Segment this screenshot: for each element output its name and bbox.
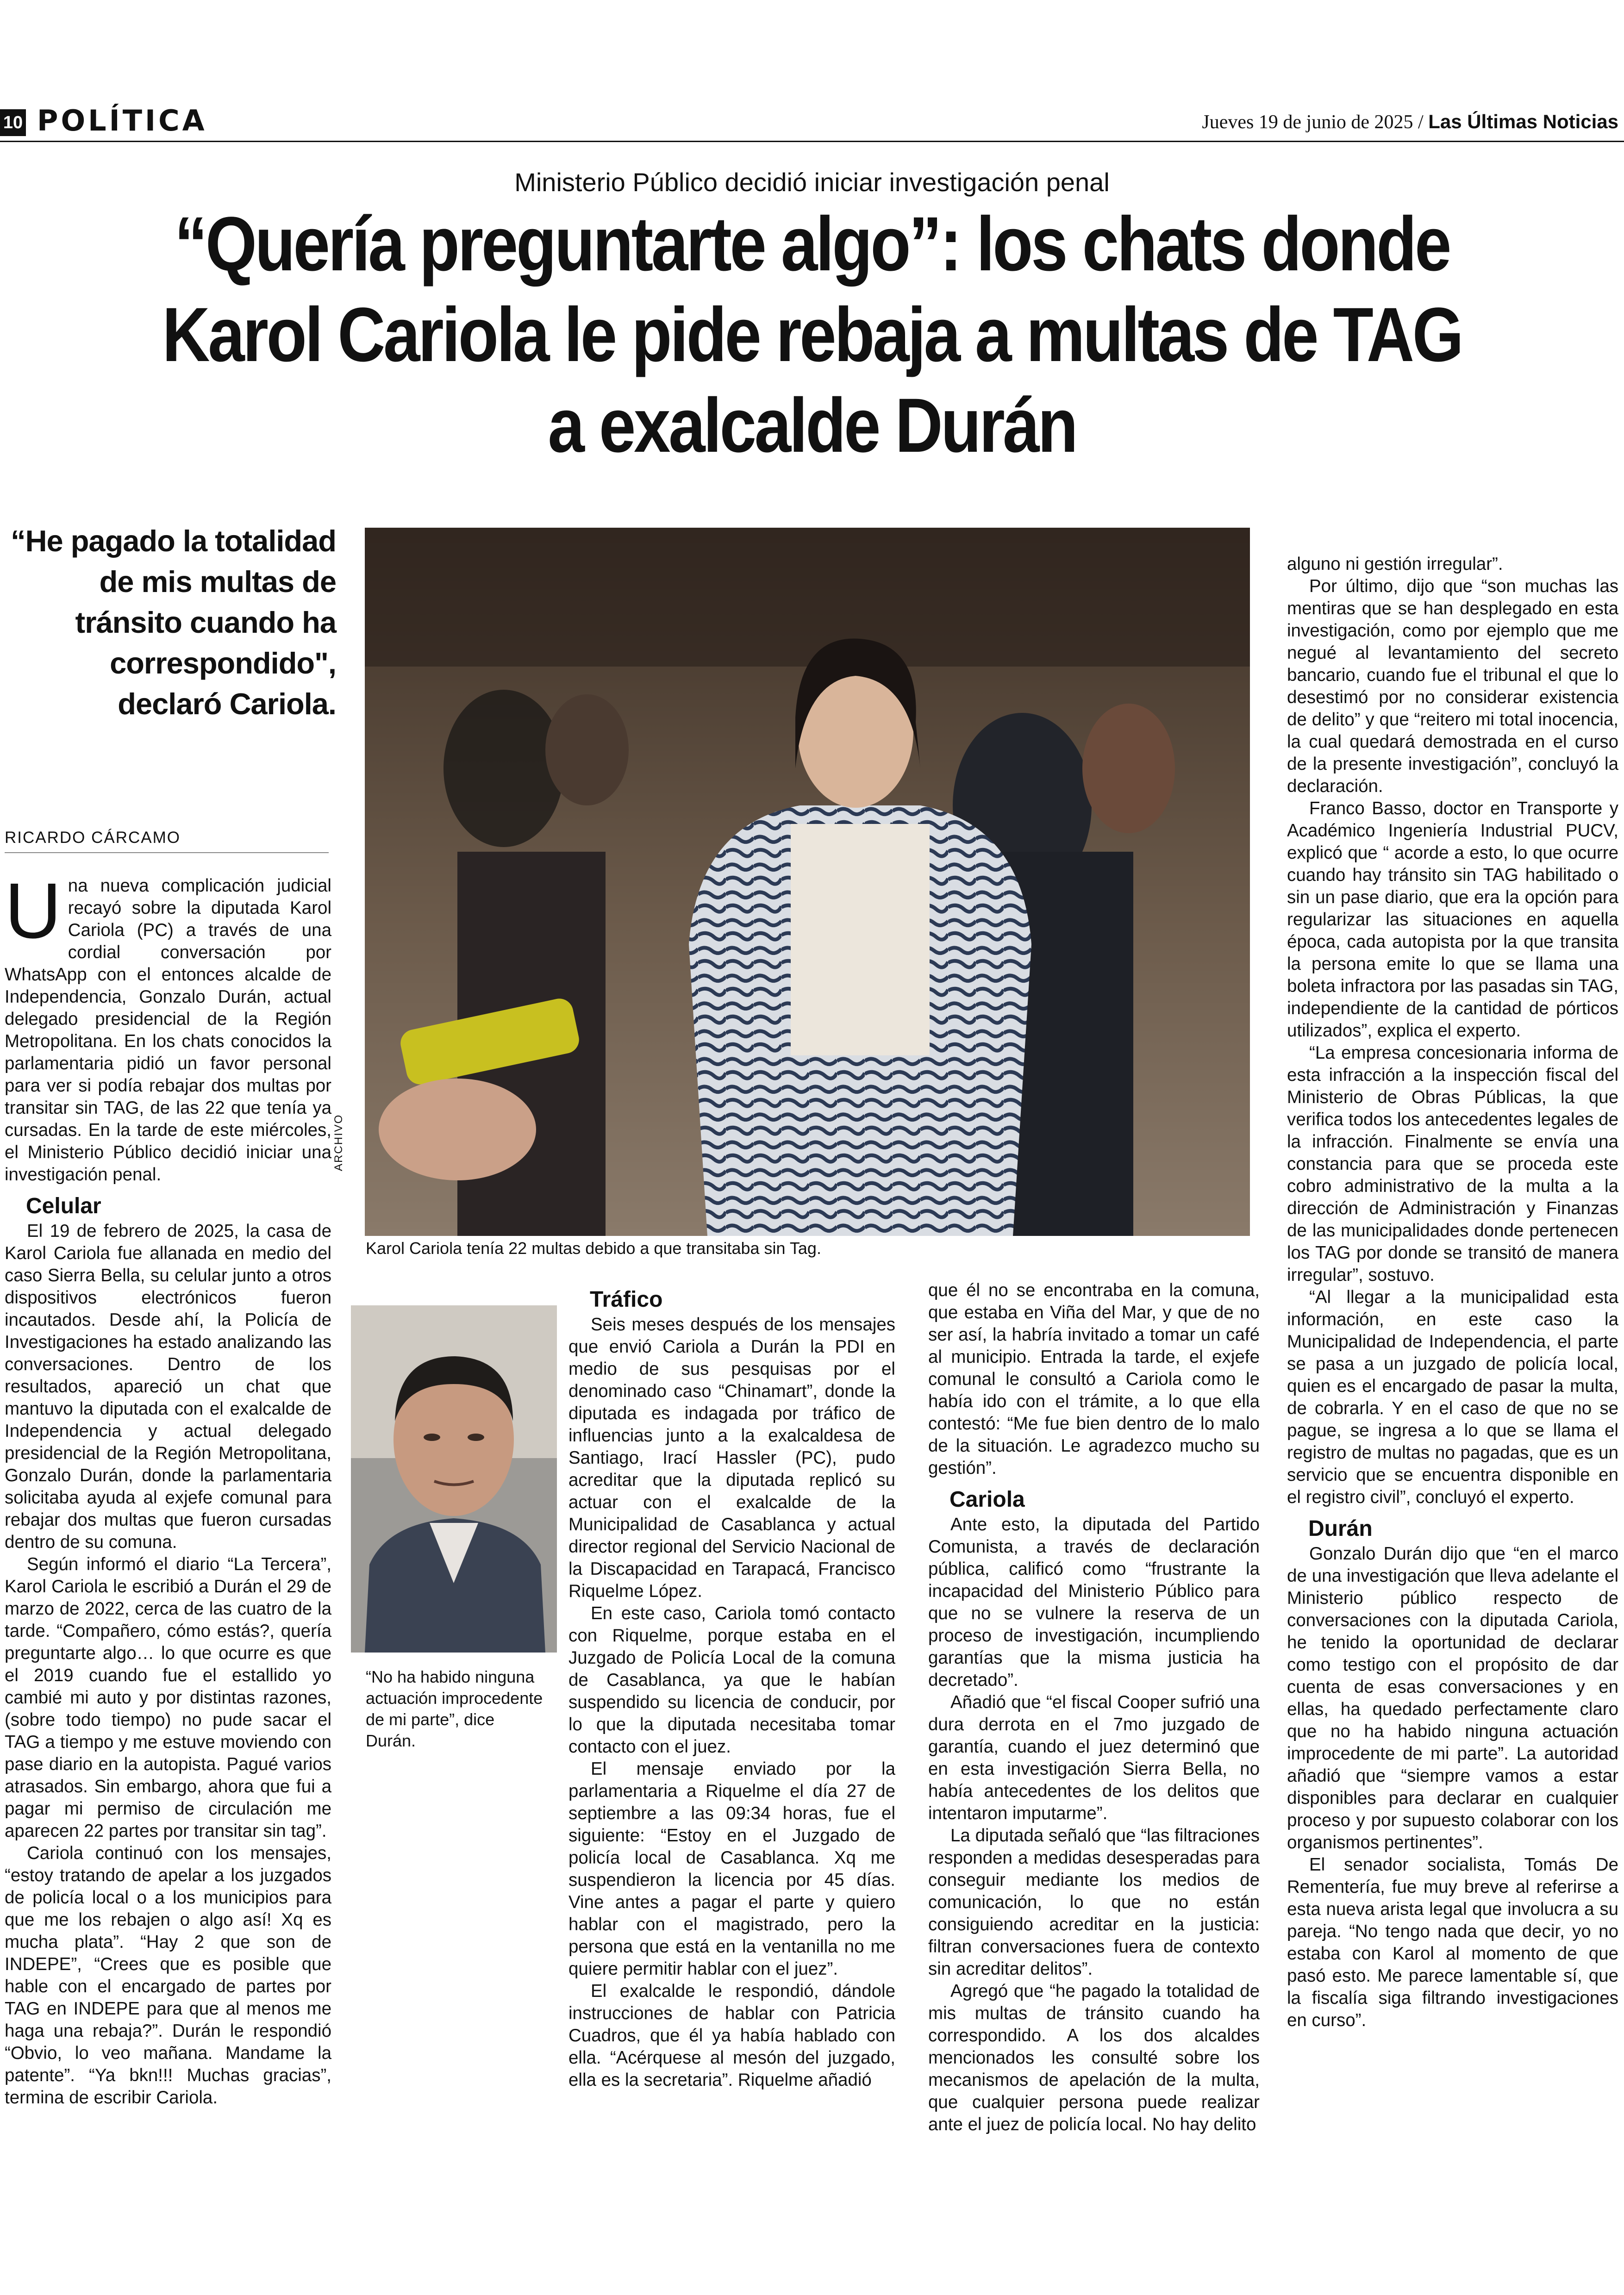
paragraph: “La empresa concesionaria informa de esta infracción a la inspección fiscal del Ministerio de Obras Públicas, la que verifica todos los antecedentes legales de la infracción. Finalmente se envía una constancia para que se proceda este cobro administrativo de la multa a la dirección de Administración y Finanzas de las municipalidades donde pertenecen los TAG por donde se transitó de manera irregular”, sostuvo.	[1287, 1043, 1618, 1285]
duran-photo-caption: “No ha habido ninguna actuación improcedente de mi parte”, dice Durán.	[366, 1667, 543, 1750]
paragraph: Franco Basso, doctor en Transporte y Académico Ingeniería Industrial PUCV, explicó que “ acorde a esto, lo que ocurre cuando hay tránsito sin TAG habilitado o sin un pase diario, que era la opción para regularizar las situaciones en aquella época, cada autopista por la que transita la persona emite lo que se llama una boleta infractora por las pasadas sin TAG, independiente de la cantidad de pórticos utilizados”, explica el experto.	[1287, 798, 1618, 1041]
paragraph: “Al llegar a la municipalidad esta información, en este caso la Municipalidad de Independencia, el parte se pasa a un juzgado de policía local, quien es el encargado de pasar la multa, de cobrarla. Y en el caso de que no se pague, se ingresa a lo que se llama el registro de multas no pagadas, que es un servicio que se encuentra disponible en el registro civil”, concluyó el experto.	[1287, 1287, 1618, 1507]
dateline-separator: /	[1418, 112, 1424, 133]
subheading-duran: Durán	[1308, 1516, 1373, 1541]
lead-paragraph	[5, 867, 331, 1186]
paragraph: Según informó el diario “La Tercera”, Karol Cariola le escribió a Durán el 29 de marzo de 2022, cerca de las cuatro de la tarde. “Compañero, cómo estás?, quería preguntarte algo… lo que ocurre es que el 2019 cuando fue el estallido yo cambié mi auto y por distintas razones, (sobre todo tiempo) no pude sacar el TAG a tiempo y me estuve moviendo con pase diario en la autopista. Pagué varios atrasados. Sin embargo, ahora que fui a pagar mi permiso de circulación me aparecen 22 partes por transitar sin tag”.	[5, 1554, 331, 1841]
cariola-photo-illustration	[365, 528, 1250, 1236]
article-column-4	[1287, 553, 1618, 2032]
paragraph: El senador socialista, Tomás De Rementería, fue muy breve al referirse a esta nueva arista legal que involucra a su pareja. “No tengo nada que decir, yo no estaba con Karol al momento de que pasó esto. Me parece lamentable sí, que la fiscalía siga filtrando investigaciones en curso”.	[1287, 1855, 1618, 2030]
article-column-1	[5, 867, 331, 2109]
paragraph: El 19 de febrero de 2025, la casa de Karol Cariola fue allanada en medio del caso Sierra Bella, su celular junto a otros dispositivos electrónicos fueron incautados. Desde ahí, la Policía de Investigaciones ha estado analizando las conversaciones. Dentro de los resultados, apareció un chat que mantuvo la diputada con el exalcalde de Independencia y actual delegado presidencial de la Región Metropolitana, Gonzalo Durán, donde la parlamentaria solicitaba ayuda al exjefe comunal para rebajar dos multas que fueron cursadas dentro de su comuna.	[5, 1221, 331, 1552]
article-column-3	[928, 1279, 1260, 2136]
paragraph: Añadió que “el fiscal Cooper sufrió una dura derrota en el 7mo juzgado de garantía, cuando el juez determinó que en esta investigación Sierra Bella, no había antecedentes de los delitos que intentaron imputarme”.	[928, 1692, 1260, 1823]
paragraph: En este caso, Cariola tomó contacto con Riquelme, porque estaba en el Juzgado de Policía Local de la comuna de Casablanca, ya que le habían suspendido su licencia de conducir, por lo que la diputada necesitaba tomar contacto con el juez.	[568, 1603, 895, 1757]
drop-cap: U	[5, 867, 62, 955]
page-number: 10	[0, 109, 26, 136]
paragraph: Agregó que “he pagado la totalidad de mis multas de tránsito cuando ha correspondido. A los dos alcaldes mencionados les consulté sobre los mecanismos de apelación de la multa, que cualquier persona puede realizar ante el juez de policía local. No hay delito	[928, 1981, 1260, 2134]
headline: “Quería preguntarte algo”: los chats donde Karol Cariola le pide rebaja a multas de TAG a exalcalde Durán	[162, 201, 1462, 468]
cariola-photo	[365, 528, 1250, 1236]
paragraph: La diputada señaló que “las filtraciones responden a medidas desesperadas para conseguir mediante los medios de comunicación, lo que no están consiguiendo acreditar en la justicia: filtran conversaciones fuera de contexto sin acreditar delitos”.	[928, 1826, 1260, 1979]
header-rule	[0, 141, 1624, 142]
paragraph: Cariola continuó con los mensajes, “estoy tratando de apelar a los juzgados de policía local o a los municipios para que me los rebajen o algo así! Xq es mucha plata”. “Hay 2 que son de INDEPE”, “Crees que es posible que hable con el encargado de partes por TAG en INDEPE para que al menos me haga una rebaja?”. Durán le respondió “Obvio, lo veo mañana. Mandame la patente”. “Ya bkn!!! Muchas gracias”, termina de escribir Cariola.	[5, 1843, 331, 2108]
lead-text: na nueva complicación judicial recayó sobre la diputada Karol Cariola (PC) a través de una cordial conversación por WhatsApp con el entonces alcalde de Independencia, Gonzalo Durán, actual delegado presidencial de la Región Metropolitana. En los chats conocidos la parlamentaria pidió un favor personal para ver si podía rebajar dos multas por transitar sin TAG, de las 22 que tenía ya cursadas. En la tarde de este miércoles, el Ministerio Público decidió iniciar una investigación penal.	[5, 876, 331, 1185]
paragraph: Ante esto, la diputada del Partido Comunista, a través de declaración pública, calificó como “frustrante la incapacidad del Ministerio Público para que no se vulnere la reserva de un proceso de investigación, incumpliendo garantías que la misma justicia ha decretado”.	[928, 1515, 1260, 1690]
issue-date: Jueves 19 de junio de 2025	[1202, 112, 1413, 133]
paragraph: El mensaje enviado por la parlamentaria a Riquelme el día 27 de septiembre a las 09:34 horas, fue el siguiente: “Estoy en el Juzgado de policía local de Casablanca. Xq me suspendieron la licencia por 45 días. Vine antes a pagar el parte y quiero hablar con el magistrado, pero la persona que está en la ventanilla no me quiere permitir hablar con el juez”.	[568, 1759, 895, 1979]
paragraph: Gonzalo Durán dijo que “en el marco de una investigación que lleva adelante el Ministerio público respecto de conversaciones con la diputada Cariola, he tenido la oportunidad de declarar como testigo con el propósito de dar cuenta de esas conversaciones y en ellas, ha quedado perfectamente claro que no ha habido ninguna actuación improcedente de mi parte”. La autoridad añadió que “siempre vamos a estar disponibles para declarar en cualquier proceso y por supuesto colaborar con los organismos pertinentes”.	[1287, 1544, 1618, 1852]
paragraph: El exalcalde le respondió, dándole instrucciones de hablar con Patricia Cuadros, que él ya había hablado con ella. “Acérquese al mesón del juzgado, ella es la secretaria”. Riquelme añadió	[568, 1981, 895, 2090]
subheading-trafico: Tráfico	[590, 1287, 663, 1312]
duran-photo	[351, 1305, 557, 1653]
duran-photo-illustration	[351, 1305, 557, 1653]
byline: RICARDO CÁRCAMO	[5, 827, 329, 853]
dateline	[1202, 108, 1618, 136]
paragraph: que él no se encontraba en la comuna, que estaba en Viña del Mar, y que de no ser así, la habría invitado a tomar un café al municipio. Entrada la tarde, el exjefe comunal le consultó a Cariola como le había ido con el trámite, a lo que ella contestó: “Me fue bien dentro de lo malo de la situación. Le agradezco mucho su gestión”.	[928, 1280, 1260, 1478]
photo-credit: ARCHIVO	[332, 1114, 345, 1171]
paragraph: alguno ni gestión irregular”.	[1287, 554, 1503, 574]
publication-name: Las Últimas Noticias	[1428, 111, 1618, 132]
paragraph: Seis meses después de los mensajes que envió Cariola a Durán la PDI en medio de sus pesquisas por el denominado caso “Chinamart”, donde la diputada es indagada por tráfico de influencias junto a la exalcaldesa de Santiago, Irací Hassler (PC), pudo acreditar que la diputada replicó su actuar con el exalcalde de la Municipalidad de Casablanca y actual director regional del Servicio Nacional de la Discapacidad en Tarapacá, Francisco Riquelme López.	[568, 1315, 895, 1601]
section-title: POLÍTICA	[37, 104, 207, 137]
article-column-2	[568, 1279, 895, 2091]
pull-quote: “He pagado la totalidad de mis multas de tránsito cuando ha correspondido", declaró Cariola.	[11, 524, 336, 721]
subheading-cariola: Cariola	[949, 1487, 1025, 1512]
subheading-celular: Celular	[26, 1194, 101, 1218]
kicker: Ministerio Público decidió iniciar investigación penal	[514, 168, 1110, 197]
main-photo-caption: Karol Cariola tenía 22 multas debido a que transitaba sin Tag.	[366, 1239, 821, 1258]
paragraph: Por último, dijo que “son muchas las mentiras que se han desplegado en esta investigación, como por ejemplo que me negué al levantamiento del secreto bancario, cuando fue el tribunal el que lo desestimó por no considerar existencia de delito” y que “reitero mi total inocencia, la cual quedará demostrada en el curso de la presente investigación”, concluyó la declaración.	[1287, 576, 1618, 796]
